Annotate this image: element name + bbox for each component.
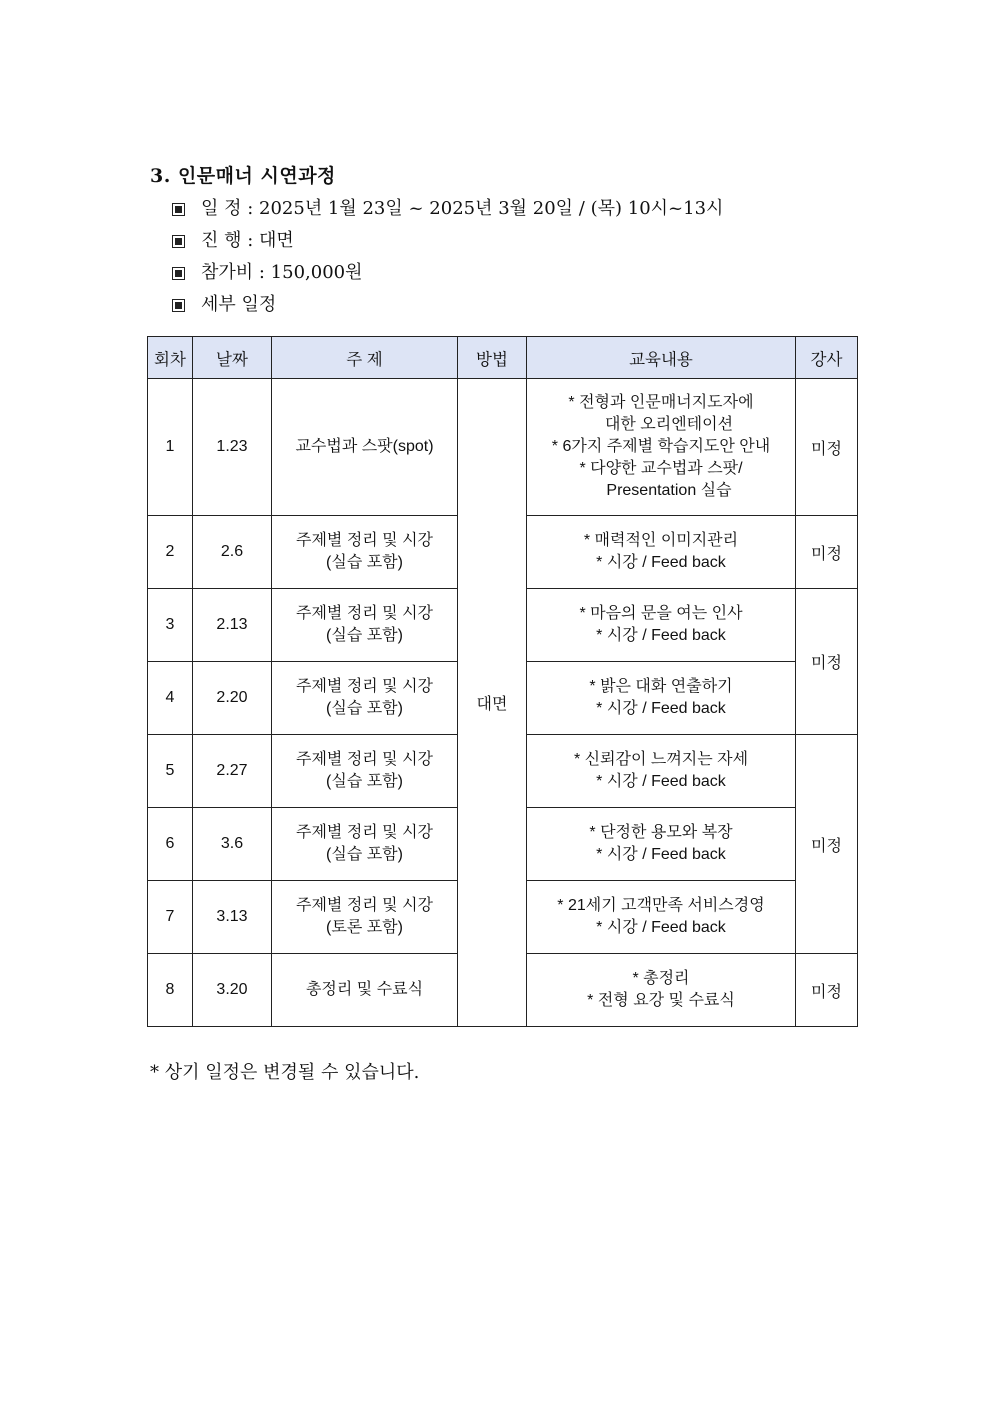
content-line: * 매력적인 이미지관리	[583, 532, 739, 549]
topic-line: (실습 포함)	[326, 627, 403, 644]
header-topic: 주 제	[272, 337, 458, 379]
cell-method: 대면	[458, 379, 527, 1027]
cell-content	[527, 881, 796, 954]
info-detail-text: 세부 일정	[201, 294, 277, 315]
cell-topic	[272, 881, 458, 954]
section-title: 3. 인문매너 시연과정	[150, 165, 336, 187]
content-line: * 단정한 용모와 복장	[589, 824, 733, 841]
header-date: 날짜	[193, 337, 272, 379]
cell-instructor: 미정	[796, 379, 858, 516]
cell-instructor: 미정	[796, 589, 858, 735]
content-line: * 21세기 고객만족 서비스경영	[557, 897, 765, 914]
square-bullet-icon	[172, 235, 185, 248]
cell-session: 1	[148, 379, 193, 516]
cell-content	[527, 589, 796, 662]
info-schedule	[172, 193, 723, 225]
content-line: * 시강 / Feed back	[596, 554, 726, 571]
cell-topic	[272, 954, 458, 1027]
topic-line: (실습 포함)	[326, 773, 403, 790]
cell-topic	[272, 735, 458, 808]
square-bullet-icon	[172, 203, 185, 216]
topic-line: 주제별 정리 및 시강	[296, 678, 433, 695]
cell-session: 4	[148, 662, 193, 735]
table-header-row	[148, 337, 858, 379]
cell-date: 2.20	[193, 662, 272, 735]
square-bullet-icon	[172, 299, 185, 312]
header-content: 교육내용	[527, 337, 796, 379]
topic-line: 주제별 정리 및 시강	[296, 751, 433, 768]
info-list	[172, 193, 723, 321]
cell-topic	[272, 379, 458, 516]
cell-session: 8	[148, 954, 193, 1027]
header-method: 방법	[458, 337, 527, 379]
topic-line: 주제별 정리 및 시강	[296, 605, 433, 622]
cell-instructor: 미정	[796, 516, 858, 589]
topic-line: (실습 포함)	[326, 554, 403, 571]
info-schedule-text: 일 정 : 2025년 1월 23일 ~ 2025년 3월 20일 / (목) 10시~13시	[201, 198, 724, 219]
cell-date: 3.20	[193, 954, 272, 1027]
schedule-table	[147, 336, 858, 1027]
cell-session: 7	[148, 881, 193, 954]
cell-session: 2	[148, 516, 193, 589]
content-line: Presentation 실습	[606, 482, 732, 499]
content-line: * 밝은 대화 연출하기	[589, 678, 733, 695]
content-line: * 마음의 문을 여는 인사	[579, 605, 743, 622]
cell-topic	[272, 662, 458, 735]
topic-line: 교수법과 스팟(spot)	[295, 438, 434, 455]
cell-topic	[272, 589, 458, 662]
cell-content	[527, 735, 796, 808]
info-detail	[172, 289, 723, 321]
header-instructor: 강사	[796, 337, 858, 379]
cell-instructor: 미정	[796, 954, 858, 1027]
cell-date: 2.13	[193, 589, 272, 662]
content-line: * 전형 요강 및 수료식	[587, 992, 735, 1009]
cell-date: 3.6	[193, 808, 272, 881]
cell-instructor: 미정	[796, 735, 858, 954]
content-line: 대한 오리엔테이션	[604, 416, 734, 433]
info-fee	[172, 257, 723, 289]
content-line: * 총정리	[632, 970, 690, 987]
table-row	[148, 379, 858, 516]
cell-content	[527, 379, 796, 516]
content-line: * 시강 / Feed back	[596, 919, 726, 936]
cell-session: 3	[148, 589, 193, 662]
cell-date: 2.6	[193, 516, 272, 589]
cell-date: 2.27	[193, 735, 272, 808]
topic-line: 주제별 정리 및 시강	[296, 532, 433, 549]
cell-session: 6	[148, 808, 193, 881]
topic-line: (토론 포함)	[326, 919, 403, 936]
cell-session: 5	[148, 735, 193, 808]
cell-date: 1.23	[193, 379, 272, 516]
cell-content	[527, 662, 796, 735]
cell-content	[527, 954, 796, 1027]
info-progress	[172, 225, 723, 257]
footnote: * 상기 일정은 변경될 수 있습니다.	[150, 1062, 420, 1083]
cell-content	[527, 516, 796, 589]
cell-topic	[272, 808, 458, 881]
topic-line: (실습 포함)	[326, 846, 403, 863]
info-fee-text: 참가비 : 150,000원	[201, 262, 363, 283]
content-line: * 신뢰감이 느껴지는 자세	[573, 751, 749, 768]
header-session: 회차	[148, 337, 193, 379]
info-progress-text: 진 행 : 대면	[201, 230, 294, 251]
content-line: * 다양한 교수법과 스팟/	[579, 460, 743, 477]
cell-date: 3.13	[193, 881, 272, 954]
topic-line: 주제별 정리 및 시강	[296, 897, 433, 914]
cell-content	[527, 808, 796, 881]
topic-line: (실습 포함)	[326, 700, 403, 717]
topic-line: 총정리 및 수료식	[305, 981, 424, 998]
content-line: * 시강 / Feed back	[596, 773, 726, 790]
topic-line: 주제별 정리 및 시강	[296, 824, 433, 841]
content-line: * 시강 / Feed back	[596, 627, 726, 644]
content-line: * 전형과 인문매너지도자에	[568, 394, 754, 411]
content-line: * 6가지 주제별 학습지도안 안내	[551, 438, 771, 455]
square-bullet-icon	[172, 267, 185, 280]
cell-topic	[272, 516, 458, 589]
content-line: * 시강 / Feed back	[596, 700, 726, 717]
content-line: * 시강 / Feed back	[596, 846, 726, 863]
